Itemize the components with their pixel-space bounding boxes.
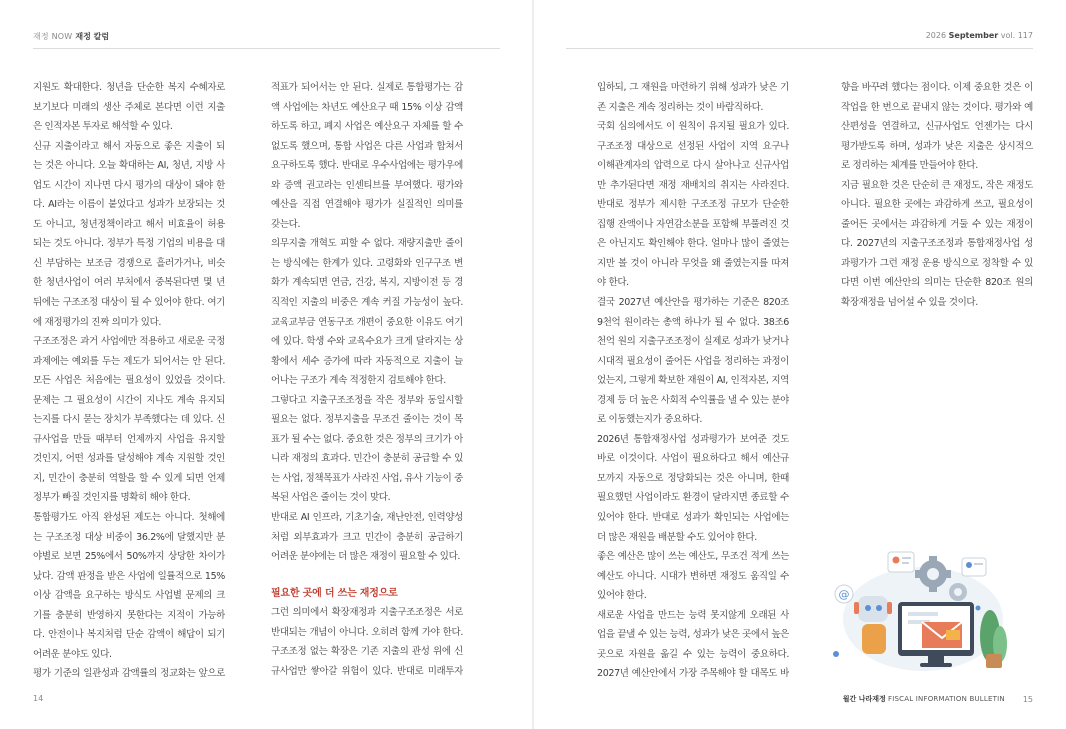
text-column-4 bbox=[841, 78, 1033, 308]
paragraph: 결국 2027년 예산안을 평가하는 기준은 820조 9천억 원이라는 총액 하나가 될 수 없다. 38조6천억 원의 지출구조조정이 실제로 성과가 낮거나 시대적 필요성이 줄어든 사업을 정리하는 과정이었는지, 그렇게 확보한 재원이 AI, 인적자본, 지역경제 등 더 높은 사회적 수익률을 낼 수 있는 분야로 이동했는지가 중요하다. bbox=[597, 297, 789, 426]
running-footer-right bbox=[843, 694, 1033, 704]
issue-month: September bbox=[948, 31, 999, 40]
illustration-customer-support bbox=[828, 544, 1008, 674]
magazine-section-name: 재정 NOW bbox=[33, 32, 73, 41]
column-category: 재정 칼럼 bbox=[75, 32, 110, 41]
envelope-icon bbox=[922, 622, 962, 648]
user-icon bbox=[888, 552, 914, 572]
paragraph: 그렇다고 지출구조조정을 작은 정부와 동일시할 필요는 없다. 정부지출을 무조건 줄이는 것이 목표가 될 수는 없다. 중요한 것은 정부의 크기가 아니라 재정의 효과다. 민간이 충분히 공급할 수 있는 사업, 정책목표가 사라진 사업, 유사 기능이 중복된 사업은 줄이는 것이 맞다. bbox=[271, 394, 463, 504]
section-heading: 필요한 곳에 더 쓰는 재정으로 bbox=[271, 587, 398, 599]
paragraph: 의무지출 개혁도 피할 수 없다. 재량지출만 줄이는 방식에는 한계가 있다. 고령화와 인구구조 변화가 계속되면 연금, 건강, 복지, 지방이전 등 경직적인 지출의 비중은 계속 커질 가능성이 높다. 교육교부금 연동구조 개편이 중요한 이유도 여기에 있다. 학생 수와 교육수요가 크게 달라지는 상황에서 세수 증가에 따라 자동적으로 지출이 늘어나는 구조가 계속 적정한지 검토해야 한다. bbox=[271, 238, 463, 387]
publication-title: 월간 나라재정 bbox=[842, 695, 886, 703]
publication-title-en: FISCAL INFORMATION BULLETIN bbox=[888, 695, 1005, 703]
text-column-3 bbox=[597, 78, 789, 678]
at-sign-icon bbox=[835, 585, 853, 603]
paragraph: 그런 의미에서 확장재정과 지출구조조정은 서로 반대되는 개념이 아니다. 오히려 함께 가야 한다. 구조조정 없는 확장은 기존 지출의 관성 위에 신규사업만 쌓아갈 위험이 있다. 반대로 미래투자 bbox=[271, 607, 463, 677]
header-rule-left bbox=[33, 48, 500, 49]
issue-volume: vol. 117 bbox=[1000, 31, 1033, 40]
svg-text:@: @ bbox=[838, 588, 850, 601]
header-rule-right bbox=[566, 48, 1033, 49]
paragraph: 평가 기준의 일관성과 감액률의 정교화는 앞으로 bbox=[33, 668, 225, 678]
paragraph: 새로운 사업을 만드는 능력 못지않게 오래된 사업을 끝낼 수 있는 능력, 성과가 낮은 곳에서 높은 곳으로 자원을 옮길 수 있는 능력이 중요하다. 2027년 예산안에서 가장 주목해야 할 대목도 바 bbox=[597, 609, 789, 678]
paragraph: 향을 바꾸려 했다는 점이다. 이제 중요한 것은 이 작업을 한 번으로 끝내지 않는 것이다. 평가와 예산편성을 연결하고, 신규사업도 언젠가는 다시 평가받도록 하며, 성과가 낮은 지출은 상시적으로 정리하는 체계를 만들어야 한다. bbox=[841, 82, 1033, 172]
paragraph: 신규 지출이라고 해서 자동으로 좋은 지출이 되는 것은 아니다. 오늘 확대하는 AI, 청년, 지방 사업도 시간이 지나면 다시 평가의 대상이 돼야 한다. AI라는 이름이 붙었다고 성과가 보장되는 것도 아니고, 청년정책이라고 해서 비효율이 허용되는 것도 아니다. 정부가 특정 기업의 비용을 대신 부담하는 보조금 경쟁으로 흘러가거나, 비슷한 청년사업이 여러 부처에서 중복된다면 몇 년 뒤에는 구조조정 대상이 될 수 있어야 한다. 여기에 재정평가의 진짜 의미가 있다. bbox=[33, 140, 225, 328]
page-number-right: 15 bbox=[1022, 694, 1033, 704]
paragraph: 지원도 확대한다. 청년을 단순한 복지 수혜자로 보기보다 미래의 생산 주체로 본다면 이런 지출은 인적자본 투자로 해석할 수 있다. bbox=[33, 82, 225, 133]
paragraph: 지금 필요한 것은 단순히 큰 재정도, 작은 재정도 아니다. 필요한 곳에는 과감하게 쓰고, 필요성이 줄어든 곳에서는 과감하게 거둘 수 있는 재정이다. 2027년의 지출구조조정과 통합재정사업 성과평가가 그런 재정 운용 방식으로 정착할 수 있다면 이번 예산안의 의미는 단순한 820조 원의 확장재정을 넘어설 수 있을 것이다. bbox=[841, 179, 1033, 308]
text-column-1 bbox=[33, 78, 225, 678]
paragraph: 통합평가도 아직 완성된 제도는 아니다. 첫해에는 구조조정 대상 비중이 36.2%에 달했지만 분야별로 보면 25%에서 50%까지 상당한 차이가 났다. 감액 판정을 받은 사업에 일률적으로 15% 이상 감액을 요구하는 방식도 사업별 문제의 크기를 충분히 반영하지 못한다는 지적이 가능하다. 안전이나 복지처럼 단순 감액이 해답이 되기 어려운 분야도 있다. bbox=[33, 512, 225, 660]
issue-year: 2026 bbox=[925, 31, 947, 40]
paragraph: 입하되, 그 재원을 마련하기 위해 성과가 낮은 기존 지출은 계속 정리하는 것이 바람직하다. bbox=[597, 82, 789, 113]
paragraph: 2026년 통합재정사업 성과평가가 보여준 것도 바로 이것이다. 사업이 필요하다고 해서 예산규모까지 자동으로 정당화되는 것은 아니며, 한때 필요했던 사업이라도 환경이 달라지면 종료할 수 있어야 한다. 반대로 성과가 확인되는 사업에는 더 많은 재원을 배분할 수도 있어야 한다. bbox=[597, 433, 789, 543]
paragraph: 구조조정은 과거 사업에만 적용하고 새로운 국정과제에는 예외를 두는 제도가 되어서는 안 된다. 모든 사업은 처음에는 필요성이 있었을 것이다. 문제는 그 필요성이 시간이 지나도 계속 유지되는지를 다시 묻는 장치가 부족했다는 데 있다. 신규사업을 만들 때부터 언제까지 사업을 유지할 것인지, 어떤 성과를 달성해야 계속 지원할 것인지, 민간이 충분히 역할을 할 수 있게 되면 언제 정부가 빠질 것인지를 명확히 해야 한다. bbox=[33, 336, 225, 504]
page-number-left: 14 bbox=[33, 694, 44, 703]
paragraph: 좋은 예산은 많이 쓰는 예산도, 무조건 적게 쓰는 예산도 아니다. 시대가 변하면 재정도 움직일 수 있어야 한다. bbox=[597, 551, 789, 602]
paragraph: 반대로 AI 인프라, 기초기술, 재난안전, 인력양성처럼 외부효과가 크고 민간이 충분히 공급하기 어려운 분야에는 더 많은 재정이 필요할 수 있다. bbox=[271, 512, 463, 563]
text-column-2 bbox=[271, 78, 463, 678]
publication-name bbox=[843, 694, 1005, 704]
paragraph: 국회 심의에서도 이 원칙이 유지될 필요가 있다. 구조조정 대상으로 선정된 사업이 지역 요구나 이해관계자의 압력으로 다시 살아나고 신규사업만 추가된다면 재정 재배치의 취지는 사라진다. 반대로 정부가 제시한 구조조정 규모가 단순한 집행 잔액이나 자연감소분을 포함해 부풀려진 것은 아닌지도 확인해야 한다. 얼마나 많이 줄였는지만 볼 것이 아니라 무엇을 왜 줄였는지를 따져야 한다. bbox=[597, 121, 789, 289]
running-header-left bbox=[33, 31, 109, 42]
running-header-right bbox=[926, 31, 1033, 40]
paragraph: 적표가 되어서는 안 된다. 실제로 통합평가는 감액 사업에는 차년도 예산요구 때 15% 이상 감액하도록 하고, 폐지 사업은 예산요구 자체를 할 수 없도록 했으며, 통합 사업은 다른 사업과 합쳐서 요구하도록 했다. 반대로 우수사업에는 평가우에와 증액 권고라는 인센티브를 부여했다. 평가와 예산을 직접 연결해야 평가가 실질적인 의미를 갖는다. bbox=[271, 82, 463, 230]
